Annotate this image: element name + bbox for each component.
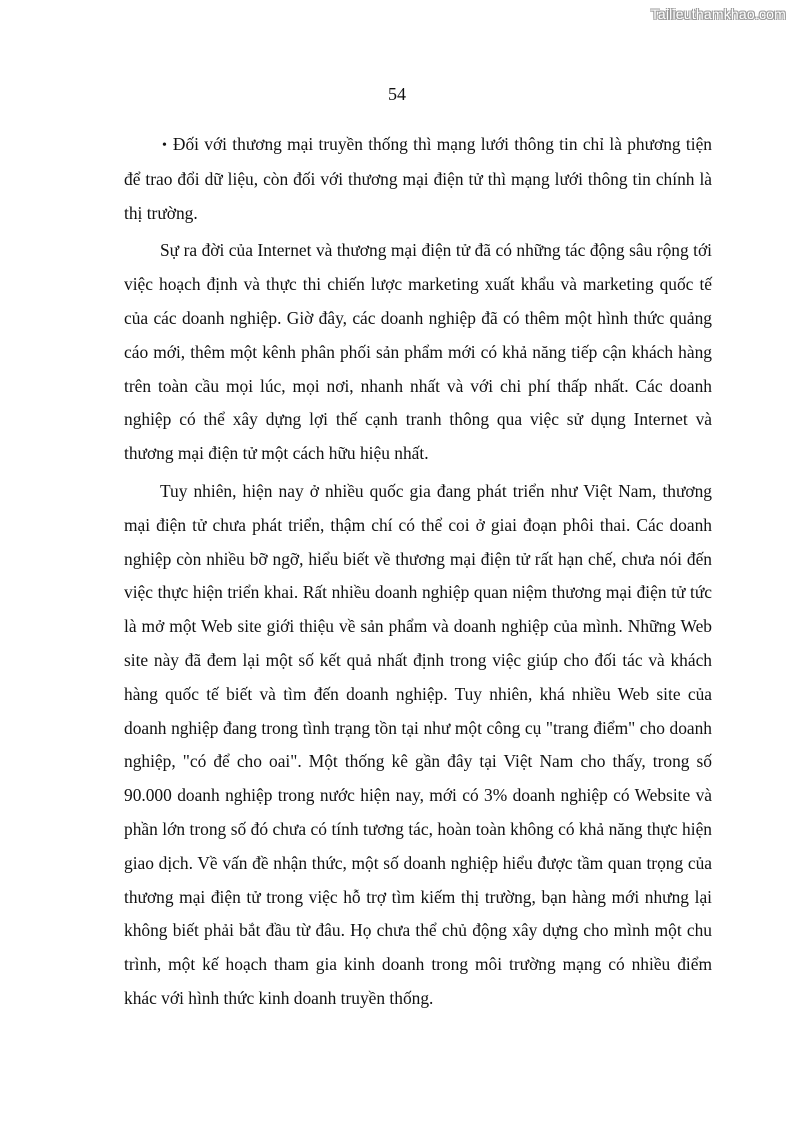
document-body [124,128,712,1020]
watermark: Tailieuthamkhao.com [650,6,786,22]
bullet-paragraph [124,128,712,230]
paragraph-internet-impact: Sự ra đời của Internet và thương mại điện tử đã có những tác động sâu rộng tới việc hoạch định và thực thi chiến lược marketing xuất khẩu và marketing quốc tế của các doanh nghiệp. Giờ đây, các doanh nghiệp đã có thêm một hình thức quảng cáo mới, thêm một kênh phân phối sản phẩm mới có khả năng tiếp cận khách hàng trên toàn cầu mọi lúc, mọi nơi, nhanh nhất và với chi phí thấp nhất. Các doanh nghiệp có thể xây dựng lợi thế cạnh tranh thông qua việc sử dụng Internet và thương mại điện tử một cách hữu hiệu nhất. [124,240,712,464]
page-number: 54 [388,84,406,104]
bullet-paragraph-text: Đối với thương mại truyền thống thì mạng lưới thông tin chỉ là phương tiện để trao đổi dữ liệu, còn đối với thương mại điện tử thì mạng lưới thông tin chính là thị trường. [124,134,712,223]
bullet-icon: • [162,138,167,153]
paragraph-vietnam-situation: Tuy nhiên, hiện nay ở nhiều quốc gia đang phát triển như Việt Nam, thương mại điện tử chưa phát triển, thậm chí có thể coi ở giai đoạn phôi thai. Các doanh nghiệp còn nhiều bỡ ngỡ, hiểu biết về thương mại điện tử rất hạn chế, chưa nói đến việc thực hiện triển khai. Rất nhiều doanh nghiệp quan niệm thương mại điện tử tức là mở một Web site giới thiệu về sản phẩm và doanh nghiệp của mình. Những Web site này đã đem lại một số kết quả nhất định trong việc giúp cho đối tác và khách hàng quốc tế biết và tìm đến doanh nghiệp. Tuy nhiên, khá nhiều Web site của doanh nghiệp đang trong tình trạng tồn tại như một công cụ "trang điểm" cho doanh nghiệp, "có để cho oai". Một thống kê gần đây tại Việt Nam cho thấy, trong số 90.000 doanh nghiệp trong nước hiện nay, mới có 3% doanh nghiệp có Website và phần lớn trong số đó chưa có tính tương tác, hoàn toàn không có khả năng thực hiện giao dịch. Về vấn đề nhận thức, một số doanh nghiệp hiểu được tầm quan trọng của thương mại điện tử trong việc hỗ trợ tìm kiếm thị trường, bạn hàng mới nhưng lại không biết phải bắt đầu từ đâu. Họ chưa thể chủ động xây dựng cho mình một chu trình, một kế hoạch tham gia kinh doanh trong môi trường mạng có nhiều điểm khác với hình thức kinh doanh truyền thống. [124,480,712,1008]
